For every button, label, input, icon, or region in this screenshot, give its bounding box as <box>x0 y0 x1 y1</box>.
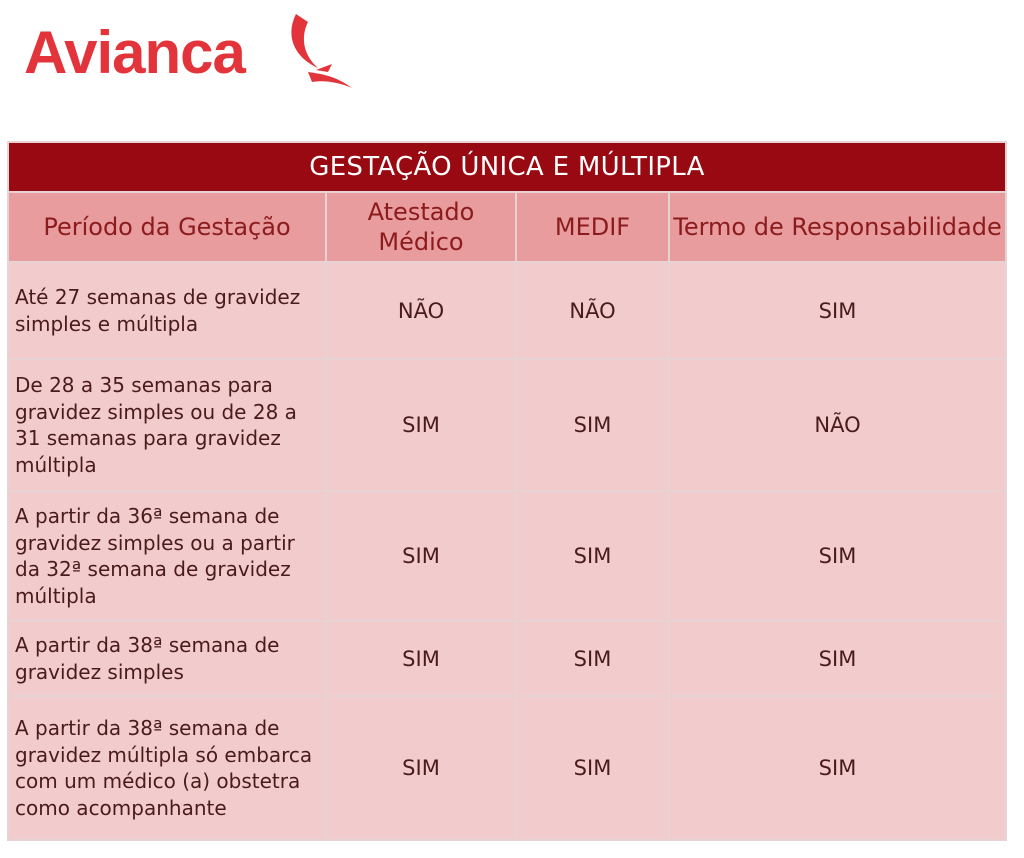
table-title: GESTAÇÃO ÚNICA E MÚLTIPLA <box>8 142 1006 192</box>
termo-cell: SIM <box>669 621 1006 696</box>
period-cell: A partir da 38ª semana de gravidez simples <box>8 621 326 696</box>
medif-cell: SIM <box>516 696 669 840</box>
table-row <box>8 359 1006 491</box>
atestado-cell: SIM <box>326 359 516 491</box>
avianca-logo <box>22 8 362 98</box>
termo-cell: SIM <box>669 491 1006 621</box>
table-row <box>8 621 1006 696</box>
header-termo: Termo de Responsabilidade <box>669 192 1006 262</box>
medif-cell: SIM <box>516 359 669 491</box>
table-row <box>8 491 1006 621</box>
atestado-cell: SIM <box>326 696 516 840</box>
table-row <box>8 262 1006 359</box>
table-row <box>8 696 1006 840</box>
termo-cell: SIM <box>669 696 1006 840</box>
brand-name: Avianca <box>24 19 245 86</box>
medif-cell: SIM <box>516 621 669 696</box>
header-medif: MEDIF <box>516 192 669 262</box>
bird-icon <box>278 12 354 92</box>
period-cell: A partir da 38ª semana de gravidez múltipla só embarca com um médico (a) obstetra como acompanhante <box>8 696 326 840</box>
termo-cell: NÃO <box>669 359 1006 491</box>
medif-cell: SIM <box>516 491 669 621</box>
medif-cell: NÃO <box>516 262 669 359</box>
header-period: Período da Gestação <box>8 192 326 262</box>
period-cell: Até 27 semanas de gravidez simples e múltipla <box>8 262 326 359</box>
atestado-cell: NÃO <box>326 262 516 359</box>
period-cell: A partir da 36ª semana de gravidez simples ou a partir da 32ª semana de gravidez múltipla <box>8 491 326 621</box>
atestado-cell: SIM <box>326 621 516 696</box>
pregnancy-requirements-table <box>7 141 1007 841</box>
header-atestado: Atestado Médico <box>326 192 516 262</box>
atestado-cell: SIM <box>326 491 516 621</box>
termo-cell: SIM <box>669 262 1006 359</box>
period-cell: De 28 a 35 semanas para gravidez simples ou de 28 a 31 semanas para gravidez múltipla <box>8 359 326 491</box>
